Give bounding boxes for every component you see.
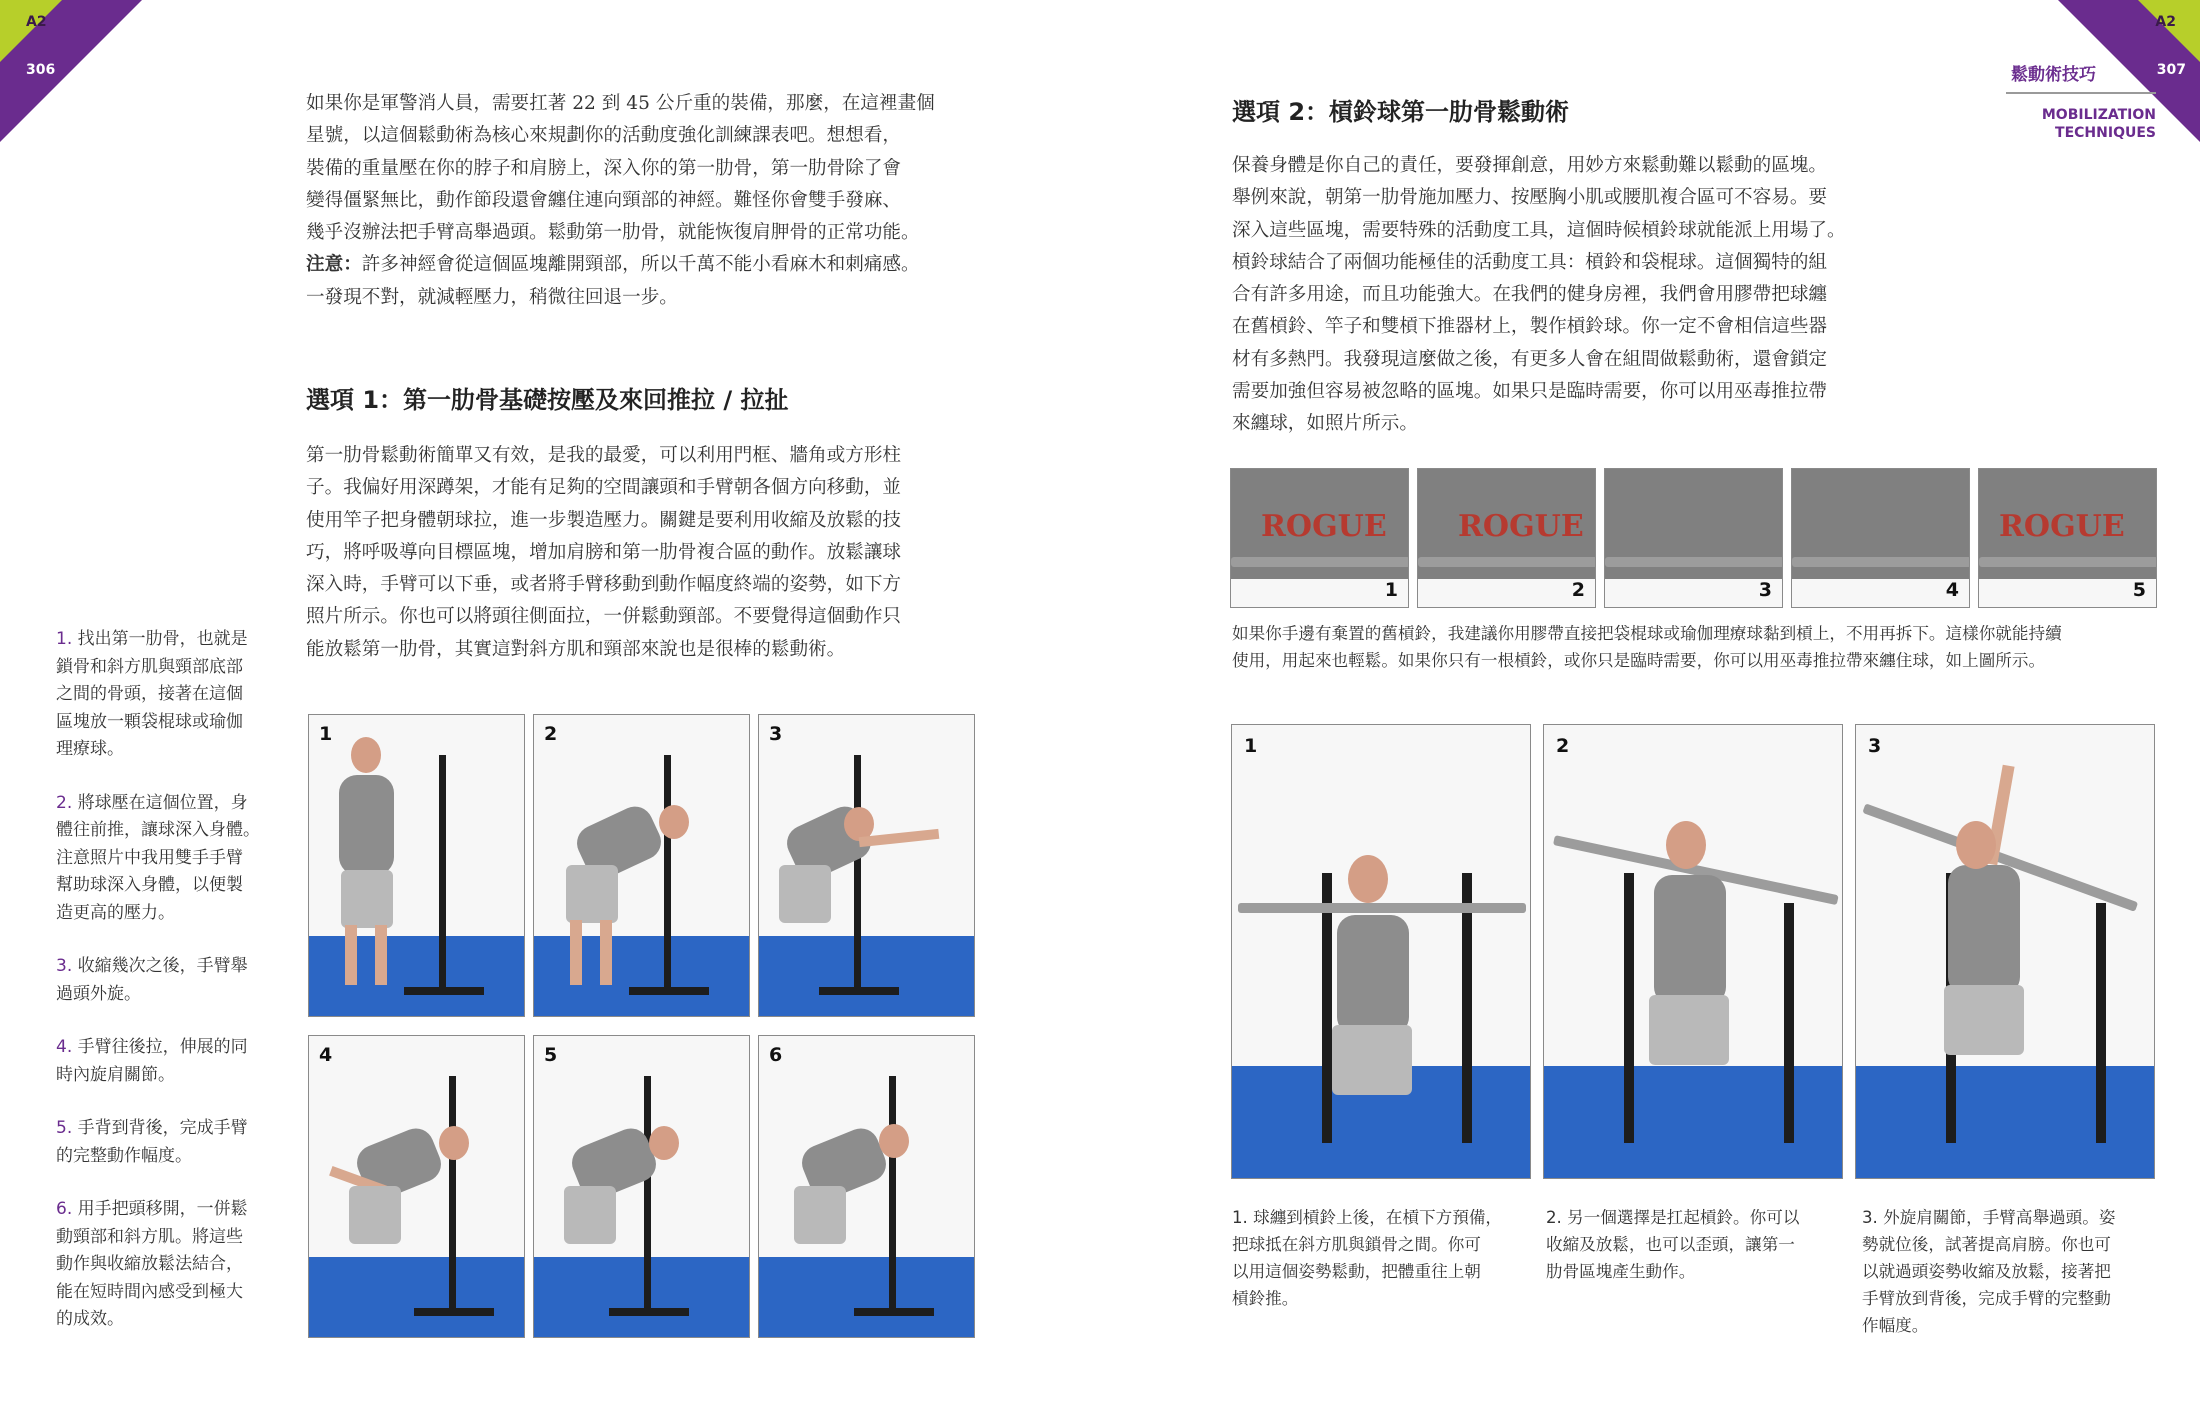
step-photo	[308, 714, 525, 1017]
caption-number: 2.	[1546, 1208, 1562, 1227]
step-photo	[533, 714, 750, 1017]
step-text: 手臂往後拉，伸展的同 時內旋肩關節。	[56, 1037, 248, 1085]
barbell-photo	[1231, 724, 1531, 1179]
section-divider	[2006, 92, 2156, 94]
step-text: 手背到背後，完成手臂 的完整動作幅度。	[56, 1118, 248, 1166]
note-label: 注意：	[306, 254, 362, 276]
corner-tab-right-accent	[2138, 0, 2200, 62]
step-text: 用手把頭移開，一併鬆 動頸部和斜方肌。將這些 動作與收縮放鬆法結合， 能在短時間內感受到極大 的成效。	[56, 1199, 248, 1329]
step-photo	[758, 1035, 975, 1338]
photo-number: 2	[544, 723, 558, 745]
strip-photo	[1230, 468, 1409, 608]
page-number: 306	[26, 62, 56, 78]
photo-number: 3	[769, 723, 783, 745]
step-number: 3.	[56, 956, 73, 976]
option1-body	[306, 440, 1006, 666]
photo-number: 1	[1244, 735, 1258, 757]
intro-block	[306, 88, 1006, 314]
photo-number: 5	[2132, 579, 2146, 601]
strip-caption-block	[1232, 620, 2172, 674]
photo-number: 6	[769, 1044, 783, 1066]
section-subtitle	[2042, 106, 2156, 142]
page-number: 307	[2156, 62, 2186, 78]
step-number: 2.	[56, 792, 73, 813]
barbell-photo	[1855, 724, 2155, 1179]
step-number: 6.	[56, 1199, 73, 1219]
option1-heading: 選項 1：第一肋骨基礎按壓及來回推拉 / 拉扯	[306, 386, 789, 414]
option1-paragraph: 第一肋骨鬆動術簡單又有效，是我的最愛，可以利用門框、牆角或方形柱 子。我偏好用深蹲架，才能有足夠的空間讓頭和手臂朝各個方向移動，並 使用竿子把身體朝球拉，進一步製造壓力。關鍵是要利用收縮及放鬆的技 巧，將呼吸導向目標區塊，增加肩膀和第一肋骨複合區的動作。放鬆讓球 深入時，手臂可以下垂，或者將手臂移動到動作幅度終端的姿勢，如下方 照片所示。你也可以將頭往側面拉，一併鬆動頸部。不要覺得這個動作只 能放鬆第一肋骨，其實這對斜方肌和頸部來說也是很棒的鬆動術。	[306, 445, 902, 660]
section-subtitle-line: MOBILIZATION	[2041, 107, 2156, 123]
corner-tab-left-accent	[0, 0, 62, 62]
photo-number: 1	[319, 723, 333, 745]
photo-caption	[1862, 1204, 2162, 1339]
caption-text: 另一個選擇是扛起槓鈴。你可以 收縮及放鬆，也可以歪頭，讓第一 肋骨區塊產生動作。	[1546, 1208, 1800, 1281]
step-item	[56, 790, 296, 928]
photo-number: 4	[1945, 579, 1959, 601]
photo-number: 1	[1384, 579, 1398, 601]
option2-body	[1232, 150, 1932, 441]
photo-number: 2	[1556, 735, 1570, 757]
caption-text: 球纏到槓鈴上後，在槓下方預備， 把球抵在斜方肌與鎖骨之間。你可 以用這個姿勢鬆動，把體重往上朝 槓鈴推。	[1232, 1208, 1503, 1308]
photo-caption	[1232, 1204, 1532, 1312]
photo-number: 3	[1758, 579, 1772, 601]
step-number: 5.	[56, 1118, 73, 1138]
strip-logo: ROGUE	[1458, 509, 1584, 544]
section-subtitle-line: TECHNIQUES	[2055, 125, 2156, 141]
step-text: 收縮幾次之後，手臂舉 過頭外旋。	[56, 956, 248, 1004]
step-item	[56, 626, 296, 764]
caption-text: 外旋肩關節，手臂高舉過頭。姿 勢就位後，試著提高肩膀。你也可 以就過頭姿勢收縮及放鬆，接著把 手臂放到背後，完成手臂的完整動 作幅度。	[1862, 1208, 2116, 1335]
step-list	[56, 626, 296, 1334]
photo-caption	[1546, 1204, 1846, 1285]
note-paragraph	[306, 249, 1006, 314]
chapter-tab-label: A2	[2155, 14, 2176, 30]
photo-number: 4	[319, 1044, 333, 1066]
caption-number: 3.	[1862, 1208, 1878, 1227]
step-item	[56, 1196, 296, 1334]
chapter-tab-label: A2	[26, 14, 47, 30]
option2-heading: 選項 2：槓鈴球第一肋骨鬆動術	[1232, 98, 1570, 126]
strip-photo	[1978, 468, 2157, 608]
section-title: 鬆動術技巧	[2011, 65, 2096, 85]
step-number: 1.	[56, 629, 73, 649]
step-text: 將球壓在這個位置，身 體往前推，讓球深入身體。 注意照片中我用雙手手臂 幫助球深入身體，以便製 造更高的壓力。	[56, 792, 260, 923]
step-item	[56, 1115, 296, 1170]
strip-logo: ROGUE	[1999, 509, 2125, 544]
note-text: 許多神經會從這個區塊離開頸部，所以千萬不能小看麻木和刺痛感。 一發現不對，就減輕壓力，稍微往回退一步。	[306, 254, 920, 308]
strip-photo	[1791, 468, 1970, 608]
step-number: 4.	[56, 1037, 73, 1057]
strip-photo	[1604, 468, 1783, 608]
strip-caption: 如果你手邊有棄置的舊槓鈴，我建議你用膠帶直接把袋棍球或瑜伽理療球黏到槓上，不用再拆下。這樣你就能持續 使用，用起來也輕鬆。如果你只有一根槓鈴，或你只是臨時需要，你可以用巫毒推拉帶來纏住球，如上圖所示。	[1232, 624, 2062, 670]
photo-number: 5	[544, 1044, 558, 1066]
step-photo	[308, 1035, 525, 1338]
step-photo	[533, 1035, 750, 1338]
step-photo	[758, 714, 975, 1017]
strip-photo	[1417, 468, 1596, 608]
step-text: 找出第一肋骨，也就是 鎖骨和斜方肌與頸部底部 之間的骨頭，接著在這個 區塊放一顆袋棍球或瑜伽 理療球。	[56, 629, 248, 759]
step-item	[56, 953, 296, 1008]
photo-number: 2	[1571, 579, 1585, 601]
intro-paragraph: 如果你是軍警消人員，需要扛著 22 到 45 公斤重的裝備，那麼，在這裡畫個 星號，以這個鬆動術為核心來規劃你的活動度強化訓練課表吧。想想看， 裝備的重量壓在你的脖子和肩膀上，深入你的第一肋骨，第一肋骨除了會 變得僵緊無比，動作節段還會纏住連向頸部的神經。難怪你會雙手發麻、 幾乎沒辦法把手臂高舉過頭。鬆動第一肋骨，就能恢復肩胛骨的正常功能。	[306, 93, 935, 244]
barbell-photo	[1543, 724, 1843, 1179]
option2-paragraph: 保養身體是你自己的責任，要發揮創意，用妙方來鬆動難以鬆動的區塊。 舉例來說，朝第一肋骨施加壓力、按壓胸小肌或腰肌複合區可不容易。要 深入這些區塊，需要特殊的活動度工具，這個時候槓鈴球就能派上用場了。 槓鈴球結合了兩個功能極佳的活動度工具：槓鈴和袋棍球。這個獨特的組 合有許多用途，而且功能強大。在我們的健身房裡，我們會用膠帶把球纏 在舊槓鈴、竿子和雙槓下推器材上，製作槓鈴球。你一定不會相信這些器 材有多熱門。我發現這麼做之後，有更多人會在組間做鬆動術，還會鎖定 需要加強但容易被忽略的區塊。如果只是臨時需要，你可以用巫毒推拉帶 來纏球，如照片所示。	[1232, 155, 1846, 435]
strip-logo: ROGUE	[1261, 509, 1387, 544]
photo-number: 3	[1868, 735, 1882, 757]
step-item	[56, 1034, 296, 1089]
caption-number: 1.	[1232, 1208, 1248, 1227]
